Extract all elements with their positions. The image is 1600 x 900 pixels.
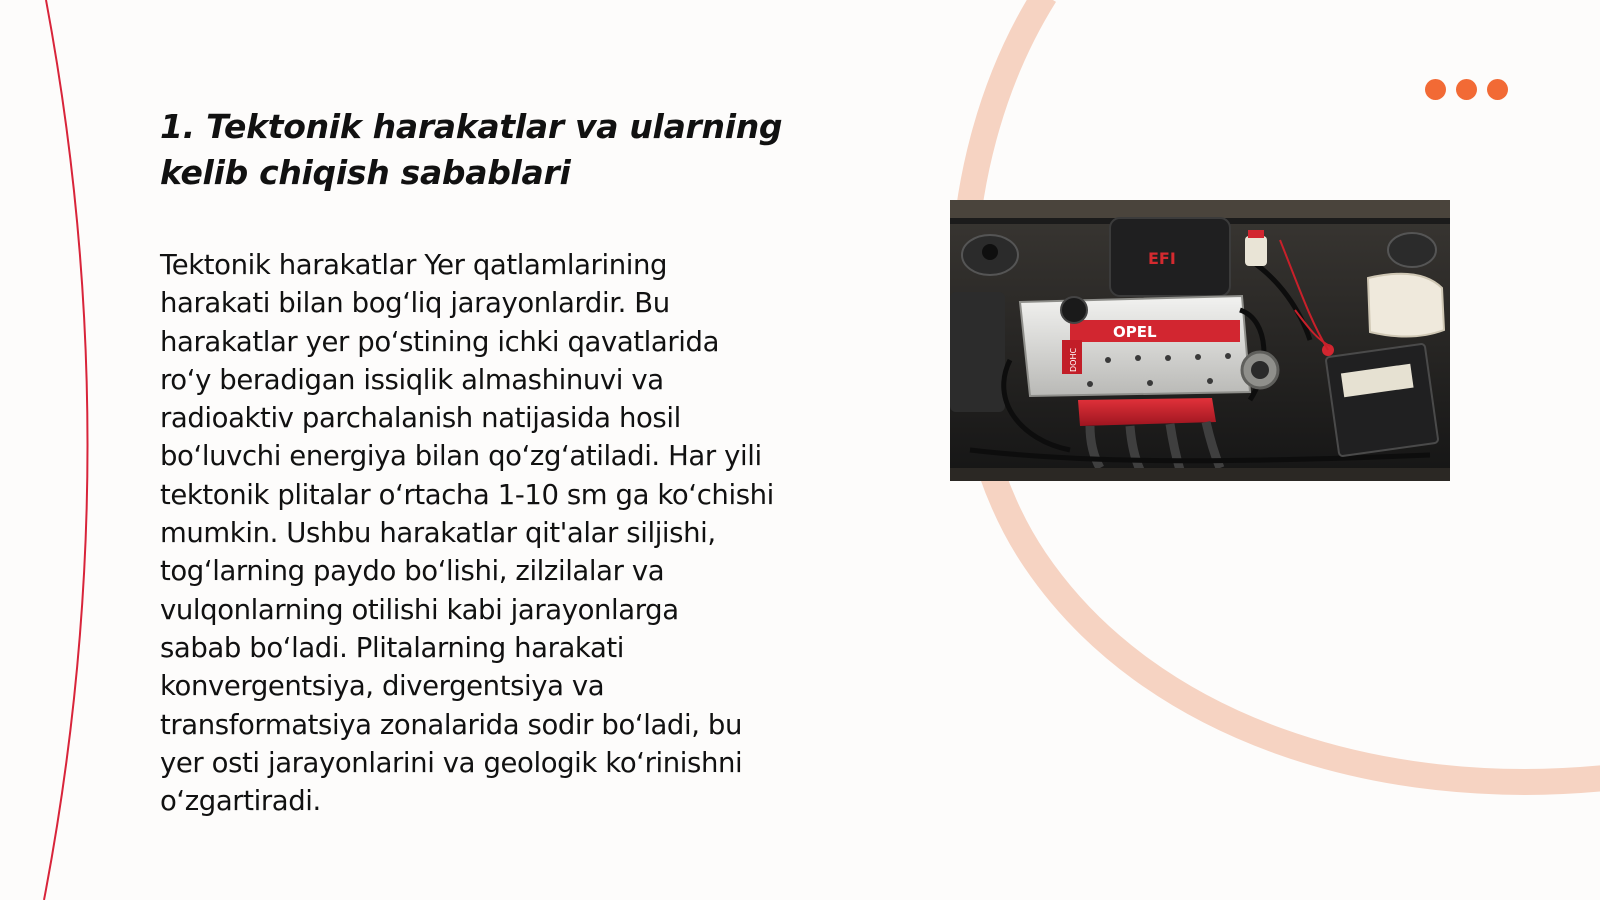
efi-label: EFI [1148,249,1176,268]
right-strut-tower [1388,233,1436,267]
brake-reservoir [1245,236,1267,266]
body-line: ro‘y beradigan issiqlik almashinuvi va [160,363,664,396]
engine-bay-photo [950,200,1450,481]
dot-3 [1487,79,1508,100]
body-line: radioaktiv parchalanish natijasida hosil [160,402,681,435]
body-line: harakati bilan bog‘liq jarayonlardir. Bu [160,287,670,320]
battery [1326,344,1439,457]
opel-label: OPEL [1113,323,1157,341]
dot-1 [1425,79,1446,100]
reservoir-cap [1248,230,1264,238]
strut-nut [982,244,998,260]
body-line: Tektonik harakatlar Yer qatlamlarining [160,249,668,281]
body-line: bo‘luvchi energiya bilan qo‘zg‘atiladi. Har yili [160,440,762,473]
valve-cover [1020,296,1250,396]
body-line: vulqonlarning otilishi kabi jarayonlarga [160,593,679,626]
body-line: mumkin. Ushbu harakatlar qit'alar siljishi, [160,517,716,550]
left-red-curve [44,0,88,900]
body-line: transformatsiya zonalarida sodir bo‘ladi, bu [160,708,742,741]
front-frame [950,468,1450,481]
body-line: sabab bo‘ladi. Plitalarning harakati [160,631,625,664]
air-filter-housing [950,292,1005,412]
body-line: yer osti jarayonlarini va geologik ko‘rinishni [160,746,743,779]
dot-2 [1456,79,1477,100]
coolant-tank [1368,274,1444,337]
oil-cap [1061,297,1087,323]
body-line: harakatlar yer po‘stining ichki qavatlarida [160,325,720,358]
hood-edge [950,200,1450,218]
body-line: tog‘larning paydo bo‘lishi, zilzilalar va [160,555,665,588]
title-line: kelib chiqish sabablari [160,153,571,192]
body-line: tektonik plitalar o‘rtacha 1-10 sm ga ko‘chishi [160,478,774,511]
three-dots-icon [1425,79,1515,101]
body-line: konvergentsiya, divergentsiya va [160,670,605,703]
title-line: 1. Tektonik harakatlar va ularning [160,107,783,146]
throttle-plate [1251,361,1269,379]
dohc-label: DOHC [1069,347,1078,372]
slide-title [160,104,840,196]
body-line: o‘zgartiradi. [160,785,321,818]
intake-manifold [1078,398,1216,426]
engine-illustration [950,200,1450,481]
body-paragraph [160,246,850,820]
